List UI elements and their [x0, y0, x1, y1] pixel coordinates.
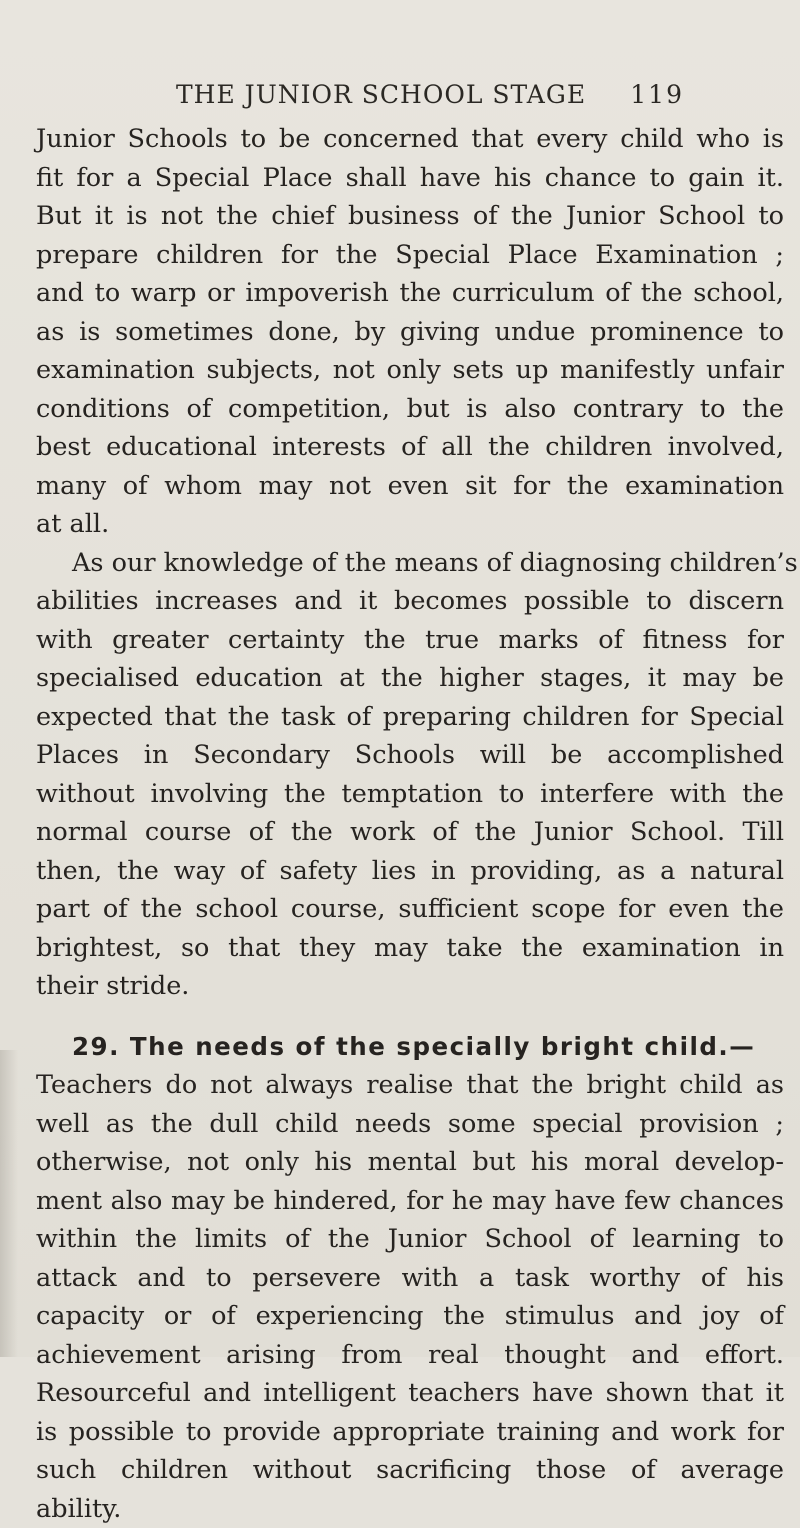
- text-line: with greater certainty the true marks of fitness for: [36, 621, 784, 660]
- paragraph-1: [36, 120, 784, 544]
- text-line: fit for a Special Place shall have his chance to gain it.: [36, 159, 784, 198]
- text-line: within the limits of the Junior School of learning to: [36, 1220, 784, 1259]
- text-line: and to warp or impoverish the curriculum of the school,: [36, 274, 784, 313]
- page-body: [36, 120, 784, 1528]
- text-line: expected that the task of preparing children for Special: [36, 698, 784, 737]
- text-line: otherwise, not only his mental but his moral develop-: [36, 1143, 784, 1182]
- text-line: Junior Schools to be concerned that every child who is: [36, 120, 784, 159]
- text-line: examination subjects, not only sets up manifestly unfair: [36, 351, 784, 390]
- text-line: well as the dull child needs some special provision ;: [36, 1105, 784, 1144]
- text-line: as is sometimes done, by giving undue prominence to: [36, 313, 784, 352]
- text-line: normal course of the work of the Junior School. Till: [36, 813, 784, 852]
- text-line: Places in Secondary Schools will be accomplished: [36, 736, 784, 775]
- text-line: brightest, so that they may take the examination in: [36, 929, 784, 968]
- text-line: specialised education at the higher stages, it may be: [36, 659, 784, 698]
- text-line: prepare children for the Special Place Examination ;: [36, 236, 784, 275]
- text-line: attack and to persevere with a task worthy of his: [36, 1259, 784, 1298]
- text-line: many of whom may not even sit for the examination: [36, 467, 784, 506]
- text-line: achievement arising from real thought and effort.: [36, 1336, 784, 1375]
- text-line: But it is not the chief business of the Junior School to: [36, 197, 784, 236]
- text-line: capacity or of experiencing the stimulus and joy of: [36, 1297, 784, 1336]
- text-line: ability.: [36, 1490, 784, 1528]
- text-line: best educational interests of all the children involved,: [36, 428, 784, 467]
- text-line: part of the school course, sufficient scope for even the: [36, 890, 784, 929]
- running-title: THE JUNIOR SCHOOL STAGE: [176, 80, 656, 109]
- paragraph-2: [36, 544, 784, 1006]
- text-line: As our knowledge of the means of diagnosing children’s: [36, 544, 784, 583]
- page-edge-shadow: [0, 1050, 18, 1357]
- text-line: such children without sacrificing those of average: [36, 1451, 784, 1490]
- text-line: then, the way of safety lies in providing, as a natural: [36, 852, 784, 891]
- text-line: conditions of competition, but is also contrary to the: [36, 390, 784, 429]
- text-line: Teachers do not always realise that the bright child as: [36, 1066, 784, 1105]
- section-heading: [36, 1028, 784, 1067]
- text-line: without involving the temptation to interfere with the: [36, 775, 784, 814]
- text-line: ment also may be hindered, for he may have few chances: [36, 1182, 784, 1221]
- text-line: their stride.: [36, 967, 784, 1006]
- section-29: [36, 1028, 784, 1528]
- text-line: Resourceful and intelligent teachers have shown that it: [36, 1374, 784, 1413]
- text-line: is possible to provide appropriate training and work for: [36, 1413, 784, 1452]
- text-line: at all.: [36, 505, 784, 544]
- section-heading-text: 29. The needs of the specially bright child.—: [72, 1032, 755, 1061]
- page-number: 119: [620, 80, 684, 109]
- text-line: abilities increases and it becomes possible to discern: [36, 582, 784, 621]
